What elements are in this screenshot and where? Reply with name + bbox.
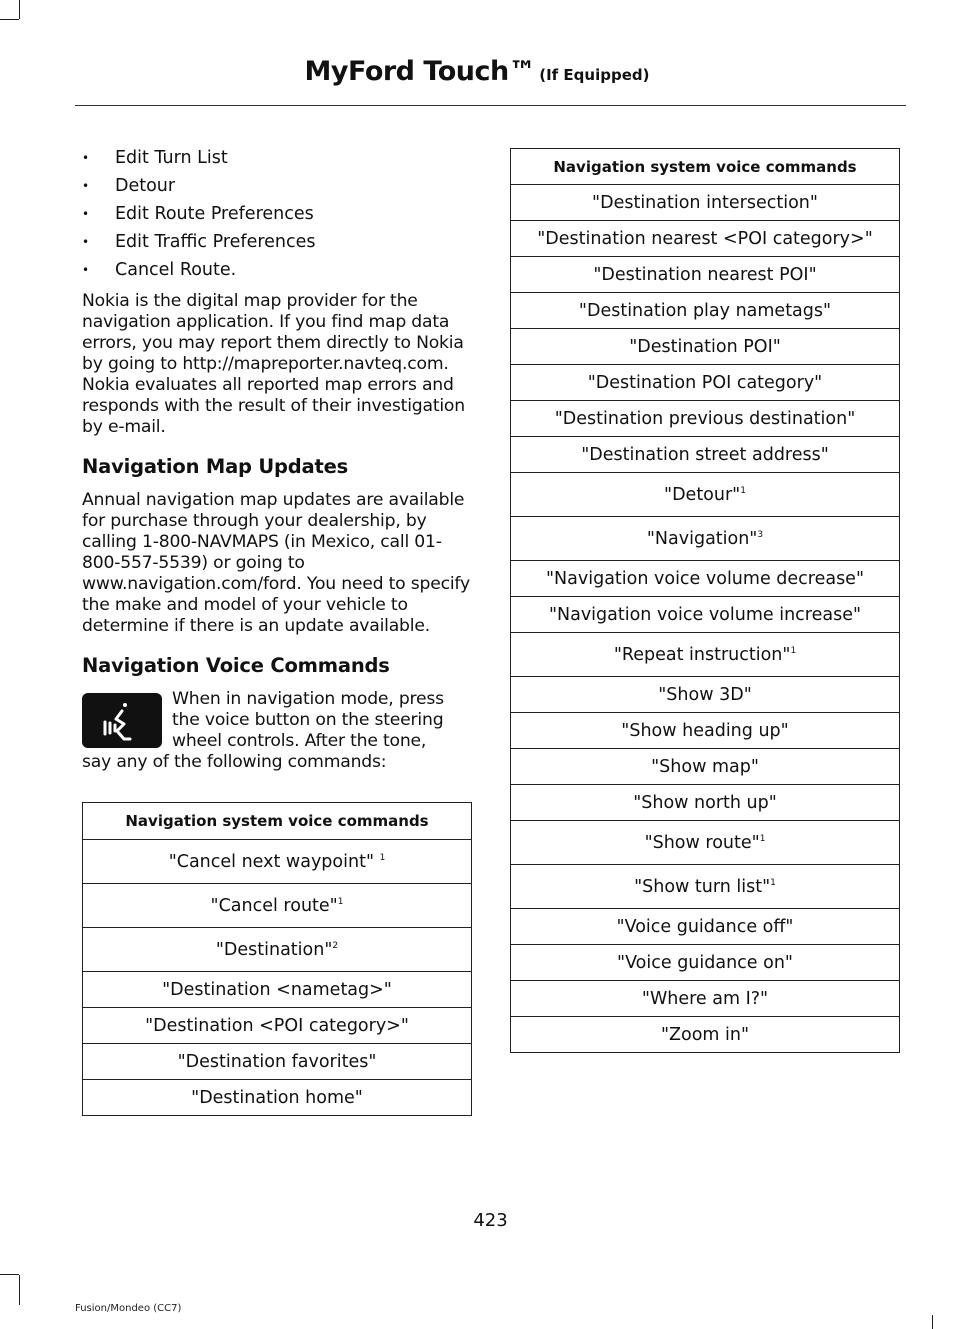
- command-text: "Cancel route": [210, 895, 338, 916]
- command-text: "Show north up": [633, 792, 777, 813]
- command-text: "Voice guidance off": [616, 916, 794, 937]
- table-row: [83, 1008, 472, 1044]
- table-row: [511, 633, 900, 677]
- text-line: wheel controls. After the tone,: [172, 731, 427, 751]
- command-text: "Destination POI category": [587, 372, 823, 393]
- table-row: [83, 928, 472, 972]
- right-column: [510, 148, 900, 1053]
- list-item: • Cancel Route.: [82, 257, 472, 285]
- table-row: [511, 909, 900, 945]
- text-line: say any of the following commands:: [82, 752, 387, 772]
- table-row: [511, 221, 900, 257]
- list-item: • Edit Route Preferences: [82, 201, 472, 229]
- table-row: [511, 561, 900, 597]
- table-row: [511, 293, 900, 329]
- command-text: "Destination <POI category>": [145, 1015, 409, 1036]
- voice-commands-table: [510, 148, 900, 1053]
- table-row: [511, 473, 900, 517]
- command-text: "Navigation": [646, 528, 758, 549]
- table-row: [511, 185, 900, 221]
- command-text: "Where am I?": [641, 988, 769, 1009]
- table-row: [83, 972, 472, 1008]
- footnote-marker: 1: [337, 896, 344, 907]
- table-row: [83, 1044, 472, 1080]
- header-subtitle: (If Equipped): [539, 66, 650, 84]
- footnote-marker: 1: [759, 833, 766, 844]
- command-text: "Navigation voice volume increase": [548, 604, 862, 625]
- footnote-marker: 2: [332, 940, 339, 951]
- crop-mark: [0, 19, 19, 20]
- table-row: [511, 365, 900, 401]
- command-text: "Navigation voice volume decrease": [546, 568, 864, 589]
- command-text: "Destination nearest <POI category>": [537, 228, 873, 249]
- table-row: [511, 821, 900, 865]
- command-text: "Show 3D": [658, 684, 752, 705]
- feature-list: [82, 145, 472, 285]
- command-text: "Destination <nametag>": [162, 979, 392, 1000]
- table-row: [511, 677, 900, 713]
- command-text: "Show map": [651, 756, 759, 777]
- table-row: [83, 1080, 472, 1116]
- footnote-marker: 1: [740, 485, 746, 496]
- page-number: 423: [473, 1210, 508, 1231]
- command-text: "Destination street address": [581, 444, 829, 465]
- table-row: [511, 517, 900, 561]
- text-line: the voice button on the steering: [172, 710, 444, 730]
- map-updates-paragraph: Annual navigation map updates are available for purchase through your dealership, by calling 1-800-NAVMAPS (in Mexico, call 01-800-557-5539) or going to www.navigation.com/ford. You need to specify the make and model of your vehicle to determine if there is an update available.: [82, 490, 470, 636]
- voice-instructions: [82, 689, 472, 773]
- footnote-marker: 3: [757, 529, 764, 540]
- command-text: "Destination POI": [629, 336, 781, 357]
- table-row: [511, 865, 900, 909]
- voice-command-icon: [82, 693, 162, 748]
- command-text: "Destination home": [191, 1087, 363, 1108]
- footnote-marker: 1: [770, 877, 776, 888]
- section-heading-voice-commands: Navigation Voice Commands: [82, 654, 390, 677]
- table-row: [511, 401, 900, 437]
- table-row: [511, 257, 900, 293]
- table-row: [511, 981, 900, 1017]
- voice-commands-table: [82, 802, 472, 1116]
- table-row: [511, 1017, 900, 1053]
- table-row: [511, 945, 900, 981]
- table-row: [511, 785, 900, 821]
- page-header: [0, 56, 954, 87]
- nokia-paragraph: Nokia is the digital map provider for the navigation application. If you find map data errors, you may report them directly to Nokia by going to http://mapreporter.navteq.com. Nokia evaluates all reported map errors and responds with the result of their investigation by e-mail.: [82, 291, 465, 437]
- section-heading-map-updates: Navigation Map Updates: [82, 455, 349, 478]
- table-row: [511, 437, 900, 473]
- table-row: [83, 884, 472, 928]
- left-column: [82, 145, 472, 1116]
- command-text: "Detour": [664, 484, 741, 505]
- command-text: "Destination": [215, 939, 333, 960]
- header-title: MyFord Touch™: [304, 56, 536, 87]
- table-header: Navigation system voice commands: [83, 803, 472, 840]
- footnote-marker: 1: [379, 852, 386, 863]
- command-text: "Destination intersection": [592, 192, 818, 213]
- crop-mark: [932, 1315, 933, 1329]
- table-row: [511, 329, 900, 365]
- crop-mark: [19, 1275, 20, 1305]
- header-rule: [75, 105, 906, 106]
- command-text: "Destination favorites": [177, 1051, 377, 1072]
- command-text: "Destination play nametags": [578, 300, 832, 321]
- command-text: "Destination nearest POI": [593, 264, 817, 285]
- command-text: "Repeat instruction": [613, 644, 791, 665]
- table-row: [511, 749, 900, 785]
- command-text: "Show heading up": [621, 720, 789, 741]
- footnote-marker: 1: [790, 645, 797, 656]
- table-row: [511, 713, 900, 749]
- crop-mark: [0, 1274, 19, 1275]
- command-text: "Show route": [644, 832, 760, 853]
- table-row: [83, 840, 472, 884]
- list-item: • Detour: [82, 173, 472, 201]
- list-item: • Edit Turn List: [82, 145, 472, 173]
- command-text: "Zoom in": [660, 1024, 750, 1045]
- command-text: "Destination previous destination": [554, 408, 856, 429]
- command-text: "Cancel next waypoint": [168, 851, 380, 872]
- table-header: Navigation system voice commands: [511, 149, 900, 185]
- command-text: "Voice guidance on": [617, 952, 793, 973]
- command-text: "Show turn list": [634, 876, 771, 897]
- footer-model: Fusion/Mondeo (CC7): [75, 1303, 182, 1314]
- crop-mark: [19, 0, 20, 19]
- list-item: • Edit Traffic Preferences: [82, 229, 472, 257]
- text-line: When in navigation mode, press: [172, 689, 444, 709]
- table-row: [511, 597, 900, 633]
